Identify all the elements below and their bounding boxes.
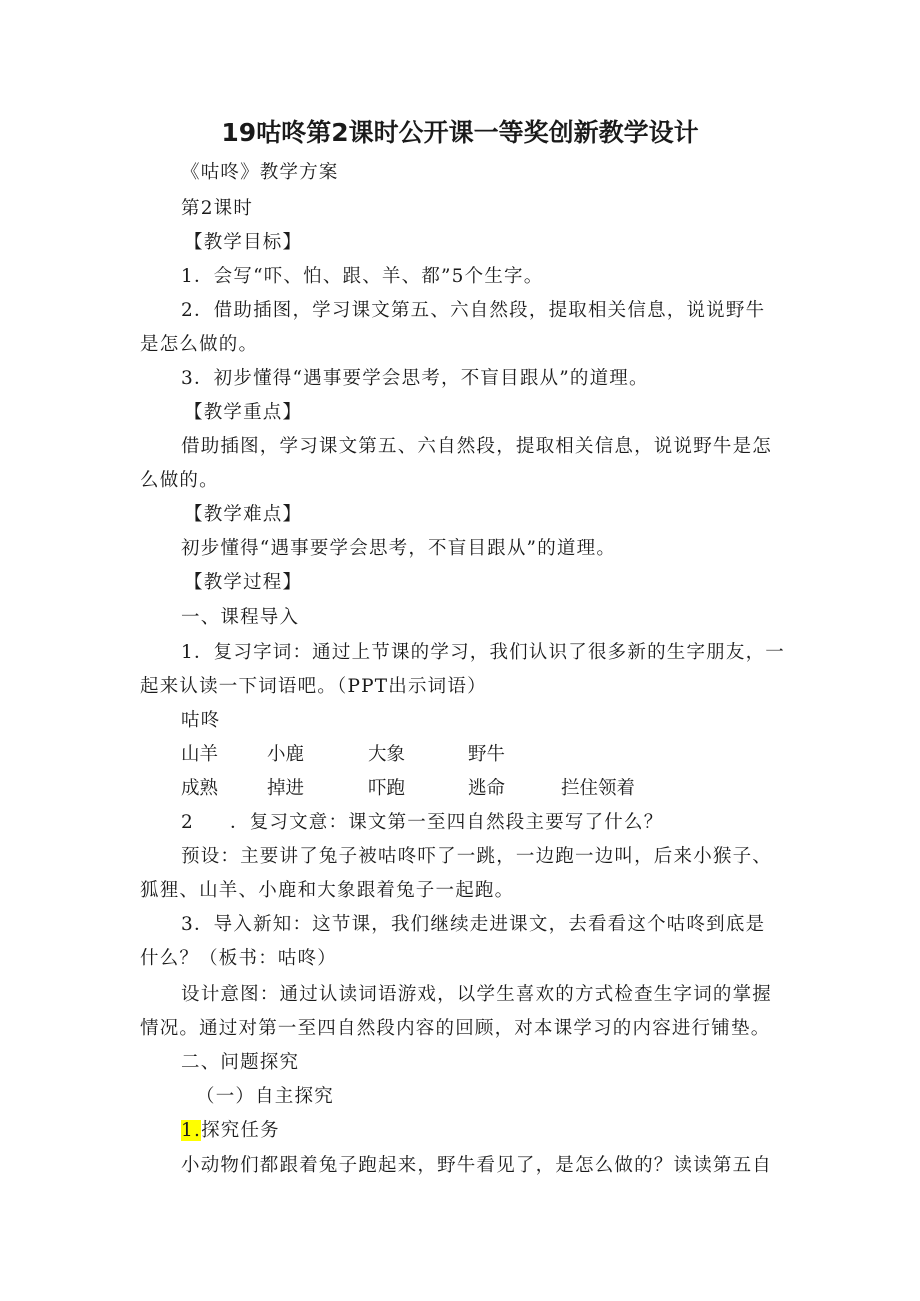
process-heading: 【教学过程】 bbox=[184, 572, 303, 593]
plan-subtitle: 《咕咚》教学方案 bbox=[181, 162, 339, 183]
review-line-2: 起来认读一下词语吧。（PPT出示词语） bbox=[140, 676, 487, 697]
goals-heading: 【教学目标】 bbox=[184, 232, 303, 253]
document-title: 19咕咚第2课时公开课一等奖创新教学设计 bbox=[221, 118, 699, 147]
focus-line-2: 么做的。 bbox=[140, 470, 219, 491]
word-item: 野牛 bbox=[468, 744, 506, 765]
task-number-highlight: 1. bbox=[181, 1120, 202, 1141]
task-line bbox=[181, 1118, 280, 1144]
difficulty-text: 初步懂得“遇事要学会思考，不盲目跟从”的道理。 bbox=[181, 538, 617, 559]
part1-heading: 一、课程导入 bbox=[181, 607, 300, 628]
task-label: 探究任务 bbox=[201, 1120, 280, 1141]
preset-line-2: 狐狸、山羊、小鹿和大象跟着兔子一起跑。 bbox=[140, 880, 515, 901]
word-item: 大象 bbox=[368, 744, 406, 765]
goal-2-cont: 是怎么做的。 bbox=[140, 334, 259, 355]
intent-line-2: 情况。通过对第一至四自然段内容的回顾，对本课学习的内容进行铺垫。 bbox=[140, 1018, 771, 1039]
word-gudong: 咕咚 bbox=[181, 710, 221, 731]
preset-line-1: 预设：主要讲了兔子被咕咚吓了一跳，一边跑一边叫，后来小猴子、 bbox=[181, 846, 773, 867]
lesson-label: 第2课时 bbox=[181, 198, 254, 219]
review-2-num: 2 bbox=[181, 812, 194, 833]
goal-2: 2．借助插图，学习课文第五、六自然段，提取相关信息，说说野牛 bbox=[181, 300, 766, 321]
goal-1: 1．会写“吓、怕、跟、羊、都”5个生字。 bbox=[181, 266, 544, 287]
word-item: 小鹿 bbox=[267, 744, 305, 765]
new-knowledge-line-1: 3．导入新知：这节课，我们继续走进课文，去看看这个咕咚到底是 bbox=[181, 914, 766, 935]
part2-heading: 二、问题探究 bbox=[181, 1052, 300, 1073]
goal-3: 3．初步懂得“遇事要学会思考，不盲目跟从”的道理。 bbox=[181, 368, 649, 389]
word-item: 逃命 bbox=[468, 778, 506, 799]
part2-subheading: （一）自主探究 bbox=[196, 1086, 334, 1107]
intent-line-1: 设计意图：通过认读词语游戏，以学生喜欢的方式检查生字词的掌握 bbox=[181, 984, 773, 1005]
focus-heading: 【教学重点】 bbox=[184, 402, 303, 423]
word-item: 掉进 bbox=[267, 778, 305, 799]
review-2-text: ．复习文意：课文第一至四自然段主要写了什么？ bbox=[230, 812, 664, 833]
word-item: 山羊 bbox=[181, 744, 219, 765]
review-line-1: 1．复习字词：通过上节课的学习，我们认识了很多新的生字朋友，一 bbox=[181, 642, 785, 663]
word-item: 成熟 bbox=[181, 778, 219, 799]
difficulty-heading: 【教学难点】 bbox=[184, 504, 303, 525]
word-item: 吓跑 bbox=[368, 778, 406, 799]
focus-line-1: 借助插图，学习课文第五、六自然段，提取相关信息，说说野牛是怎 bbox=[181, 436, 773, 457]
word-item: 拦住领着 bbox=[561, 778, 636, 799]
new-knowledge-line-2: 什么？（板书：咕咚） bbox=[140, 948, 338, 969]
last-line: 小动物们都跟着兔子跑起来，野牛看见了，是怎么做的？读读第五自 bbox=[181, 1155, 773, 1176]
